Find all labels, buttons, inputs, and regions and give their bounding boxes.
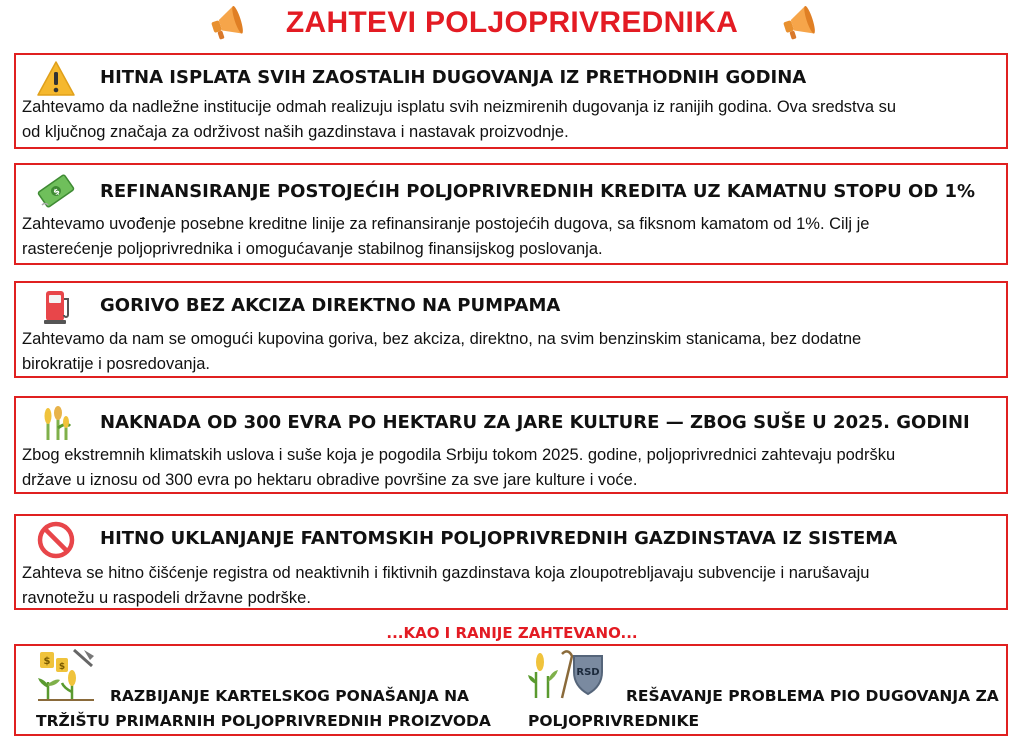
page-header xyxy=(0,0,1024,46)
demand-description: Zbog ekstremnih klimatskih uslova i suše koja je pogodila Srbiju tokom 2025. godine, poljoprivrednici zahtevaju podršku države u iznosu od 300 evra po hektaru obradive površine za sve jare kulture i voće. xyxy=(22,446,896,489)
demand-card xyxy=(14,396,1008,494)
megaphone-icon xyxy=(778,3,818,43)
demand-card xyxy=(14,163,1008,265)
previous-demand-cartel: RAZBIJANJE KARTELSKOG PONAŠANJA NA TRŽIŠTU PRIMARNIH POLJOPRIVREDNIH PROIZVODA xyxy=(36,687,491,730)
svg-text:$: $ xyxy=(51,186,62,198)
svg-text:RSD: RSD xyxy=(576,667,600,678)
money-icon xyxy=(36,171,76,211)
page-title: ZAHTEVI POLJOPRIVREDNIKA xyxy=(285,6,739,39)
crops-icon xyxy=(36,404,76,444)
demand-title: NAKNADA OD 300 EVRA PO HEKTARU ZA JARE KULTURE — ZBOG SUŠE U 2025. GODINI xyxy=(100,412,970,433)
demand-title: GORIVO BEZ AKCIZA DIREKTNO NA PUMPAMA xyxy=(100,295,561,316)
previous-demands-label: ...KAO I RANIJE ZAHTEVANO... xyxy=(386,624,638,642)
demand-description: Zahteva se hitno čišćenje registra od neaktivnih i fiktivnih gazdinstava koja zloupotrebljavaju subvencije i narušavaju ravnotežu u raspodeli državne podrške. xyxy=(22,564,870,607)
svg-text:$: $ xyxy=(58,662,66,672)
prohibited-icon xyxy=(36,520,76,560)
fuel-pump-icon xyxy=(36,287,76,327)
demand-card xyxy=(14,514,1008,610)
demand-title: REFINANSIRANJE POSTOJEĆIH POLJOPRIVREDNIH KREDITA UZ KAMATNU STOPU OD 1% xyxy=(100,181,976,202)
previous-demand-pio: REŠAVANJE PROBLEMA PIO DUGOVANJA ZA POLJOPRIVREDNIKE xyxy=(528,687,999,730)
warning-icon xyxy=(36,59,76,99)
megaphone-icon xyxy=(206,3,246,43)
demand-description: Zahtevamo uvođenje posebne kreditne linije za refinansiranje postojećih dugova, sa fiksnom kamatom od 1%. Cilj je rasterećenje poljoprivrednika i omogućavanje stabilnog finansijskog poslovanja. xyxy=(22,215,870,258)
previous-demands-card xyxy=(14,644,1008,736)
svg-text:$: $ xyxy=(43,656,51,667)
demand-title: HITNO UKLANJANJE FANTOMSKIH POLJOPRIVREDNIH GAZDINSTAVA IZ SISTEMA xyxy=(100,528,898,549)
demand-card xyxy=(14,53,1008,149)
demand-card xyxy=(14,281,1008,378)
demand-description: Zahtevamo da nadležne institucije odmah realizuju isplatu svih neizmirenih dugovanja iz ranijih godina. Ova sredstva su od ključnog značaja za održivost naših gazdinstava i nastavak proizvodnje. xyxy=(22,98,897,141)
demand-title: HITNA ISPLATA SVIH ZAOSTALIH DUGOVANJA IZ PRETHODNIH GODINA xyxy=(100,67,807,88)
demand-description: Zahtevamo da nam se omogući kupovina goriva, bez akciza, direktno, na svim benzinskim stanicama, bez dodatne birokratije i posredovanja. xyxy=(22,330,862,373)
